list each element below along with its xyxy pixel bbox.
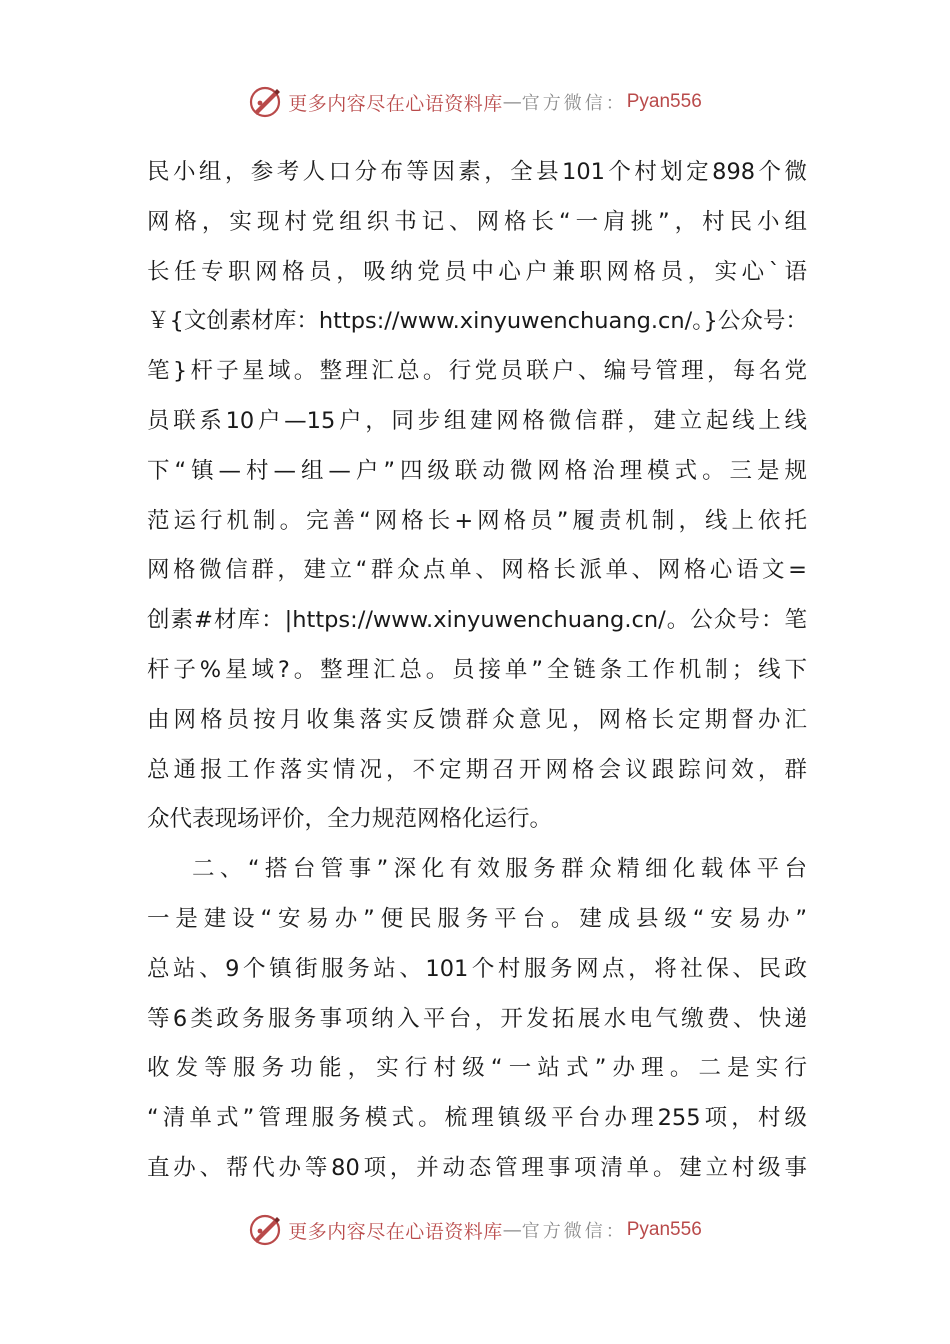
- text-line: 由网格员按月收集落实反馈群众意见，网格长定期督办汇: [147, 706, 807, 733]
- text-line: 总站、9个镇街服务站、101个村服务网点，将社保、民政: [147, 955, 807, 982]
- section-heading: 二、“搭台管事”深化有效服务群众精细化载体平台: [192, 856, 807, 883]
- text-line: “清单式”管理服务模式。梳理镇级平台办理255项，村级: [147, 1105, 807, 1132]
- text-line: 等6类政务服务事项纳入平台，开发拓展水电气缴费、快递: [147, 1005, 807, 1032]
- banner-wechat-id: Pyan556: [626, 91, 702, 112]
- text-line: 创素#材库：|https://www.xinyuwenchuang.cn/。公众号：笔: [147, 607, 807, 634]
- text-line: ￥{文创素材库：https://www.xinyuwenchuang.cn/。}公众号：: [147, 308, 808, 335]
- footer-banner: [0, 1210, 950, 1250]
- banner-separator: —: [502, 91, 522, 113]
- text-line: 长任专职网格员，吸纳党员中心户兼职网格员，实心`语: [147, 258, 807, 285]
- text-line: 范运行机制。完善“网格长+网格员”履责机制，线上依托: [147, 507, 807, 534]
- text-line: 直办、帮代办等80项，并动态管理事项清单。建立村级事: [147, 1154, 807, 1181]
- text-line: 众代表现场评价，全力规范网格化运行。: [147, 806, 553, 833]
- banner-separator: —: [502, 1219, 522, 1241]
- pen-logo-icon: [248, 1213, 282, 1247]
- text-line: 民小组，参考人口分布等因素，全县101个村划定898个微: [147, 159, 807, 185]
- text-line: 员联系10户—15户，同步组建网格微信群，建立起线上线: [147, 407, 807, 434]
- text-line: 一是建设“安易办”便民服务平台。建成县级“安易办”: [147, 905, 807, 932]
- banner-slogan: 更多内容尽在心语资料库: [288, 92, 503, 115]
- header-banner: [0, 82, 950, 122]
- text-line: 下“镇—村—组—户”四级联动微网格治理模式。三是规: [147, 457, 807, 484]
- banner-wechat-id: Pyan556: [626, 1219, 702, 1240]
- banner-slogan: 更多内容尽在心语资料库: [288, 1220, 503, 1243]
- banner-wechat-label: 官方微信：: [521, 93, 627, 114]
- text-line: 总通报工作落实情况，不定期召开网格会议跟踪问效，群: [147, 756, 807, 783]
- document-body: [147, 148, 807, 1194]
- banner-wechat-label: 官方微信：: [521, 1221, 627, 1242]
- text-line: 网格微信群，建立“群众点单、网格长派单、网格心语文=: [147, 557, 807, 584]
- pen-logo-icon: [248, 85, 282, 119]
- text-line: 网格，实现村党组织书记、网格长“一肩挑”，村民小组: [147, 208, 807, 235]
- text-line: 收发等服务功能，实行村级“一站式”办理。二是实行: [147, 1055, 807, 1082]
- text-line: 杆子%星域?。整理汇总。员接单”全链条工作机制；线下: [147, 656, 807, 683]
- text-line: 笔}杆子星域。整理汇总。行党员联户、编号管理，每名党: [147, 358, 807, 385]
